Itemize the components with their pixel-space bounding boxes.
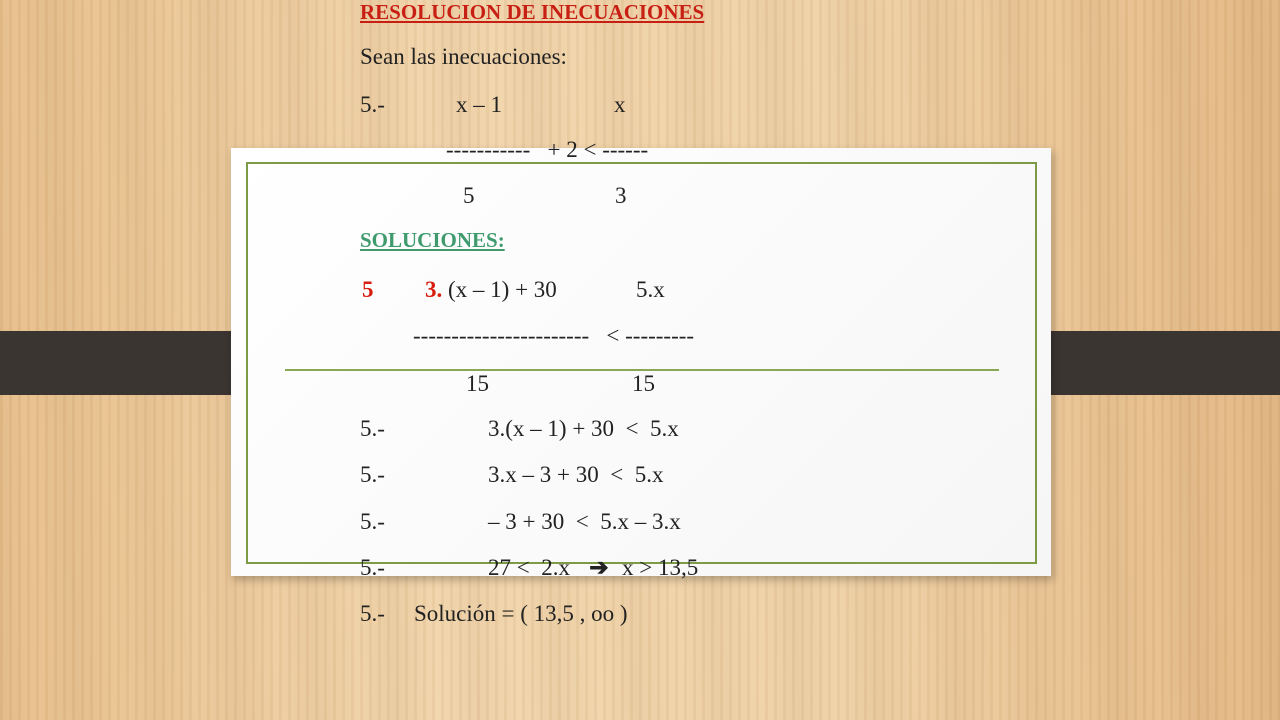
step1-numerator-right: 5.x — [636, 277, 665, 302]
step-number: 5.- — [360, 555, 385, 580]
problem-numerator-left: x – 1 — [456, 92, 502, 117]
step-final-left: 27 < 2.x — [488, 555, 570, 580]
step-expression: 3.x – 3 + 30 < 5.x — [488, 462, 664, 487]
solution-text: Solución = ( 13,5 , oo ) — [414, 601, 628, 626]
step-expression: – 3 + 30 < 5.x – 3.x — [488, 509, 681, 534]
left-decorative-bar — [0, 331, 258, 395]
problem-fraction-line: ----------- + 2 < ------ — [446, 137, 649, 162]
problem-number: 5.- — [360, 92, 385, 117]
step1-factor-a: 5 — [362, 277, 374, 302]
step1-factor-b: 3. — [425, 277, 443, 302]
step1-denominator-right: 15 — [632, 371, 655, 396]
step-final-right: x > 13,5 — [622, 555, 699, 580]
problem-denominator-left: 5 — [463, 183, 475, 208]
step1-denominator-left: 15 — [466, 371, 489, 396]
problem-denominator-right: 3 — [615, 183, 627, 208]
step-number: 5.- — [360, 416, 385, 441]
card-frame — [246, 162, 1037, 564]
intro-text: Sean las inecuaciones: — [360, 44, 567, 69]
solution-number: 5.- — [360, 601, 385, 626]
arrow-right-icon: ➔ — [589, 555, 609, 580]
step-number: 5.- — [360, 509, 385, 534]
step-number: 5.- — [360, 462, 385, 487]
page-title: RESOLUCION DE INECUACIONES — [360, 0, 705, 24]
solutions-heading: SOLUCIONES: — [360, 228, 505, 252]
step-expression: 3.(x – 1) + 30 < 5.x — [488, 416, 679, 441]
step1-numerator-left: (x – 1) + 30 — [448, 277, 557, 302]
step-final-expression — [488, 556, 698, 579]
step1-fraction-line: ----------------------- < --------- — [413, 323, 695, 348]
problem-numerator-right: x — [614, 92, 626, 117]
right-decorative-bar — [1021, 331, 1280, 395]
